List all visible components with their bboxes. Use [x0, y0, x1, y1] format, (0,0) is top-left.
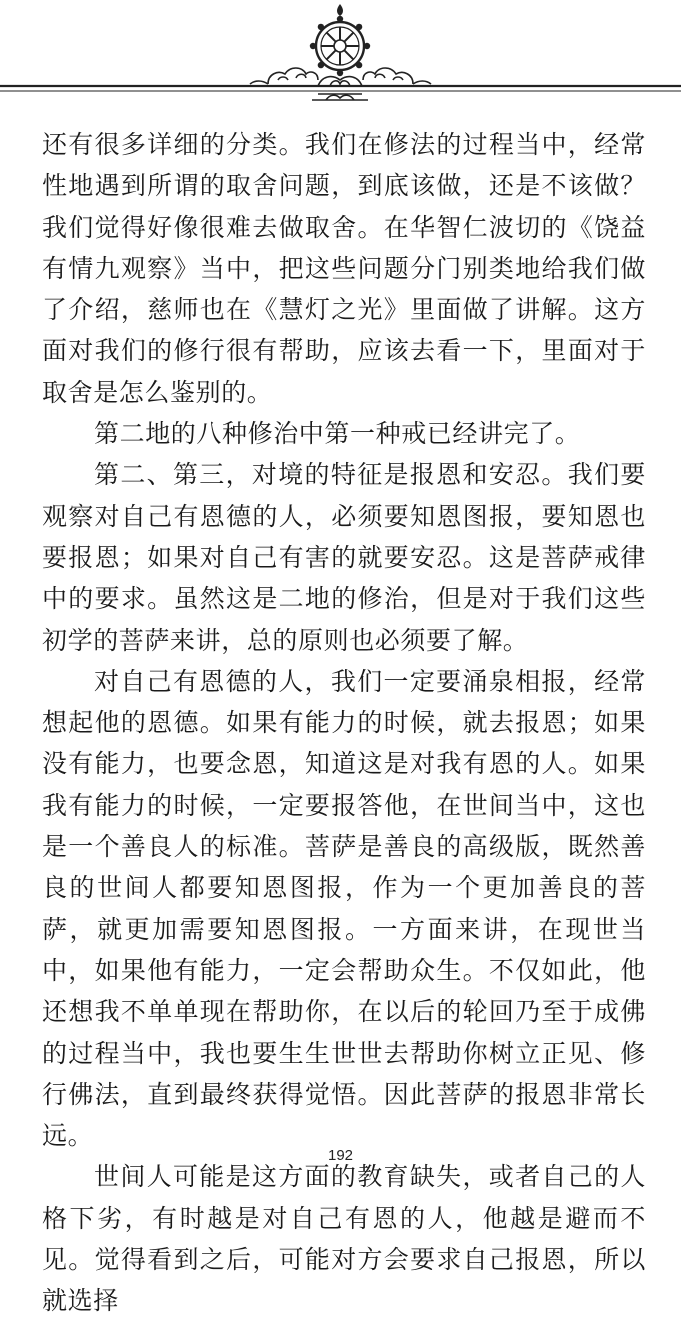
paragraph: 对自己有恩德的人，我们一定要涌泉相报，经常想起他的恩德。如果有能力的时候，就去报恩；如果没有能力，也要念恩，知道这是对我有恩的人。如果我有能力的时候，一定要报答他，在世间当中，这也是一个善良人的标准。菩萨是善良的高级版，既然善良的世间人都要知恩图报，作为一个更加善良的菩萨，就更加需要知恩图报。一方面来讲，在现世当中，如果他有能力，一定会帮助众生。不仅如此，他还想我不单单现在帮助你，在以后的轮回乃至于成佛的过程当中，我也要生生世世去帮助你树立正见、修行佛法，直到最终获得觉悟。因此菩萨的报恩非常长远。 [42, 666, 646, 1151]
dharma-wheel-icon [0, 0, 681, 110]
paragraph: 第二、第三，对境的特征是报恩和安忍。我们要观察对自己有恩德的人，必须要知恩图报，要知恩也要报恩；如果对自己有害的就要安忍。这是菩萨戒律中的要求。虽然这是二地的修治，但是对于我们这些初学的菩萨来讲，总的原则也必须要了解。 [42, 460, 646, 655]
page-body [42, 124, 646, 1322]
page-number: 192 [327, 1147, 354, 1164]
paragraph: 第二地的八种修治中第一种戒已经讲完了。 [94, 419, 581, 449]
paragraph: 世间人可能是这方面的教育缺失，或者自己的人格下劣，有时越是对自己有恩的人，他越是避而不见。觉得看到之后，可能对方会要求自己报恩，所以就选择 [42, 1162, 646, 1316]
page-header-ornament [0, 0, 681, 110]
paragraph: 还有很多详细的分类。我们在修法的过程当中，经常性地遇到所谓的取舍问题，到底该做，还是不该做？我们觉得好像很难去做取舍。在华智仁波切的《饶益有情九观察》当中，把这些问题分门别类地给我们做了介绍，慈师也在《慧灯之光》里面做了讲解。这方面对我们的修行很有帮助，应该去看一下，里面对于取舍是怎么鉴别的。 [42, 130, 646, 407]
